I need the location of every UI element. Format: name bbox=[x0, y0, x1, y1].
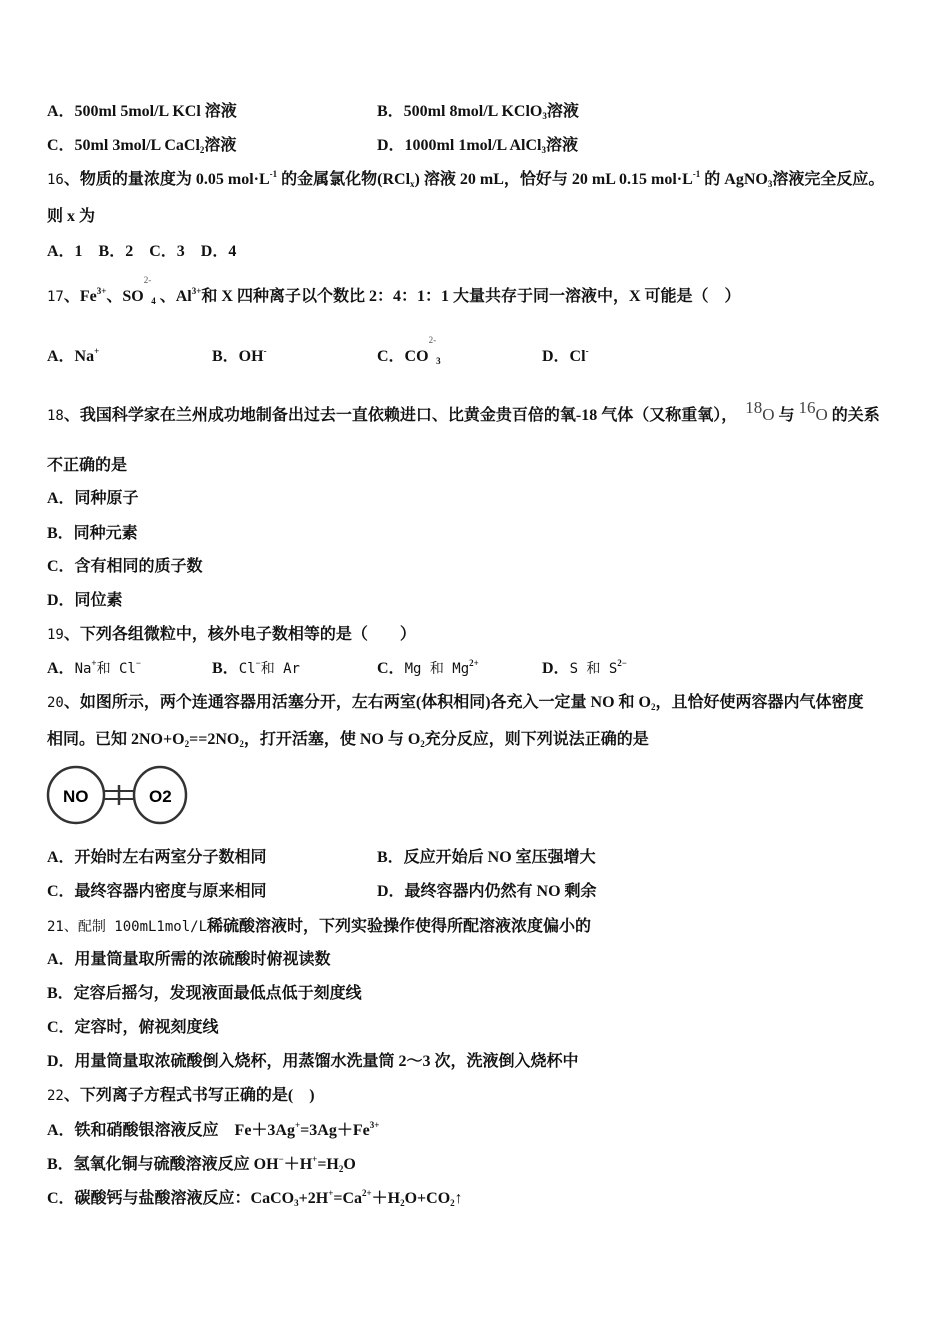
text-segment: A．用量筒量取所需的浓硫酸时俯视读数 bbox=[47, 951, 331, 968]
q20-option-c bbox=[47, 882, 267, 902]
q18-option-a bbox=[47, 489, 139, 509]
text-segment: D．用量筒量取浓硫酸倒入烧杯，用蒸馏水洗量筒 2～3 次，洗液倒入烧杯中 bbox=[47, 1053, 579, 1070]
q17-option-b bbox=[212, 347, 267, 367]
right-label: O2 bbox=[149, 787, 172, 806]
text-segment: ，且恰好使两容器内气体密度 bbox=[655, 694, 864, 711]
q20-option-a bbox=[47, 848, 267, 868]
q15-option-c bbox=[47, 136, 236, 156]
q16-stem bbox=[47, 170, 884, 190]
q20-stem bbox=[47, 693, 863, 713]
text-segment: 溶液完全反应。 bbox=[772, 171, 885, 188]
text-segment: + bbox=[312, 1154, 318, 1164]
q21-stem bbox=[47, 917, 591, 937]
q19-option-d bbox=[542, 659, 627, 679]
text-segment: 则 x 为 bbox=[47, 208, 96, 225]
text-segment: 3 bbox=[767, 179, 773, 189]
text-segment: 2 bbox=[199, 145, 205, 155]
text-segment: 4 bbox=[151, 296, 156, 306]
text-segment: A．1 B．2 C．3 D．4 bbox=[47, 243, 237, 260]
text-segment: O bbox=[815, 405, 828, 424]
text-segment: + bbox=[328, 1188, 334, 1198]
q15-option-d bbox=[377, 136, 578, 156]
q17-option-c bbox=[377, 335, 441, 368]
text-segment: − bbox=[255, 658, 261, 668]
text-segment: =Ca bbox=[333, 1190, 362, 1207]
q22-stem bbox=[47, 1086, 315, 1106]
text-segment: ) 溶液 20 mL，恰好与 20 mL 0.15 mol·L bbox=[414, 171, 693, 188]
text-segment: x bbox=[410, 179, 415, 189]
text-segment: 16 bbox=[798, 398, 816, 417]
q21-option-b bbox=[47, 984, 362, 1004]
text-segment: 3 bbox=[294, 1198, 299, 1208]
text-segment: A．开始时左右两室分子数相同 bbox=[47, 849, 267, 866]
text-segment: B．500ml 8mol/L KClO bbox=[377, 103, 543, 120]
text-segment: D． bbox=[542, 660, 570, 677]
text-segment: S 和 S bbox=[569, 661, 618, 677]
text-segment: 、下列各组微粒中，核外电子数相等的是（ ） bbox=[63, 626, 416, 643]
text-segment: − bbox=[135, 658, 141, 668]
text-segment: 19 bbox=[47, 627, 64, 643]
q15-option-a bbox=[47, 102, 237, 122]
q21-option-c bbox=[47, 1018, 219, 1038]
text-segment: =3Ag＋Fe bbox=[300, 1122, 370, 1139]
left-label: NO bbox=[63, 787, 89, 806]
text-segment: ==2NO bbox=[189, 731, 240, 748]
text-segment: 、Al bbox=[155, 288, 192, 305]
text-segment: 相同。已知 2NO+O bbox=[47, 731, 185, 748]
text-segment: Na bbox=[74, 661, 92, 677]
q21-option-d bbox=[47, 1052, 579, 1072]
text-segment: 溶液 bbox=[546, 103, 579, 120]
text-segment: 稀硫酸溶液时，下列实验操作使得所配溶液浓度偏小的 bbox=[207, 918, 592, 935]
q22-option-c bbox=[47, 1189, 463, 1209]
text-segment: 2+ bbox=[469, 658, 479, 668]
text-segment: 17 bbox=[47, 289, 64, 305]
q19-stem bbox=[47, 625, 416, 645]
text-segment: A．Na bbox=[47, 348, 95, 365]
text-segment: B．定容后摇匀，发现液面最低点低于刻度线 bbox=[47, 985, 362, 1002]
text-segment: 和 Ar bbox=[260, 661, 300, 677]
text-segment: B．反应开始后 NO 室压强增大 bbox=[377, 849, 596, 866]
q18-option-d bbox=[47, 591, 123, 611]
q18-stem-2 bbox=[47, 456, 127, 476]
text-segment: 3 bbox=[436, 356, 441, 366]
q16-options bbox=[47, 242, 236, 262]
q16-stem-2 bbox=[47, 207, 95, 227]
q20-option-d bbox=[377, 882, 597, 902]
text-segment: 、我国科学家在兰州成功地制备出过去一直依赖进口、比黄金贵百倍的氧-18 气体（又称重氧）， bbox=[63, 407, 746, 424]
text-segment: - bbox=[585, 346, 589, 356]
text-segment: D．1000ml 1mol/L AlCl bbox=[377, 137, 542, 154]
text-segment: 溶液 bbox=[545, 137, 578, 154]
text-segment: - bbox=[263, 346, 267, 356]
q19-option-b bbox=[212, 659, 300, 679]
text-segment: A．500ml 5mol/L KCl 溶液 bbox=[47, 103, 237, 120]
text-segment: ＋H bbox=[283, 1156, 313, 1173]
text-segment: A．铁和硝酸银溶液反应 Fe＋3Ag bbox=[47, 1122, 295, 1139]
text-segment: B． bbox=[212, 660, 239, 677]
text-segment: C． bbox=[377, 660, 405, 677]
text-segment: 16 bbox=[47, 172, 64, 188]
text-segment: 2- bbox=[428, 335, 437, 345]
text-segment: B．氢氧化铜与硫酸溶液反应 OH bbox=[47, 1156, 279, 1173]
text-segment: 2- bbox=[143, 275, 152, 285]
text-segment: 2 bbox=[420, 739, 425, 749]
text-segment: 20 bbox=[47, 695, 64, 711]
text-segment: 3+ bbox=[191, 286, 202, 296]
q18-option-b bbox=[47, 524, 138, 544]
text-segment: B．OH bbox=[212, 348, 264, 365]
text-segment: 与 bbox=[774, 407, 799, 424]
text-segment: 充分反应，则下列说法正确的是 bbox=[424, 731, 649, 748]
text-segment: ＋H bbox=[371, 1190, 401, 1207]
q22-option-b bbox=[47, 1155, 356, 1175]
text-segment: 、SO bbox=[106, 288, 144, 305]
text-segment: 和 X 四种离子以个数比 2：4：1：1 大量共存于同一溶液中，X 可能是（ ） bbox=[201, 288, 741, 305]
text-segment: 、物质的量浓度为 0.05 mol·L bbox=[63, 171, 270, 188]
text-segment: Mg 和 Mg bbox=[404, 661, 470, 677]
text-segment: A．同种原子 bbox=[47, 490, 139, 507]
text-segment: =H bbox=[317, 1156, 339, 1173]
text-segment: O+CO bbox=[404, 1190, 451, 1207]
text-segment: 18 bbox=[47, 408, 64, 424]
q20-stem-2 bbox=[47, 730, 649, 750]
q17-option-d bbox=[542, 347, 589, 367]
q21-option-a bbox=[47, 950, 331, 970]
q19-option-c bbox=[377, 659, 479, 679]
text-segment: D．Cl bbox=[542, 348, 586, 365]
text-segment: 、如图所示，两个连通容器用活塞分开，左右两室(体积相同)各充入一定量 NO 和 O bbox=[63, 694, 651, 711]
text-segment: 、下列离子方程式书写正确的是( ) bbox=[63, 1087, 315, 1104]
q19-option-a bbox=[47, 659, 141, 679]
q20-option-b bbox=[377, 848, 596, 868]
text-segment: + bbox=[94, 346, 100, 356]
text-segment: 的 AgNO bbox=[700, 171, 768, 188]
text-segment: C．CO bbox=[377, 348, 429, 365]
text-segment: 2 bbox=[338, 1164, 344, 1174]
q22-option-a bbox=[47, 1121, 379, 1141]
text-segment: 2− bbox=[617, 658, 627, 668]
text-segment: C．最终容器内密度与原来相同 bbox=[47, 883, 267, 900]
text-segment: 2+ bbox=[362, 1188, 372, 1198]
text-segment: -1 bbox=[692, 169, 701, 179]
text-segment: 18 bbox=[745, 398, 763, 417]
q17-option-a bbox=[47, 347, 99, 367]
text-segment: D．最终容器内仍然有 NO 剩余 bbox=[377, 883, 597, 900]
text-segment: 3+ bbox=[96, 286, 107, 296]
text-segment: -1 bbox=[269, 169, 278, 179]
text-segment: O bbox=[343, 1156, 356, 1173]
text-segment: 22 bbox=[47, 1088, 64, 1104]
text-segment: +2H bbox=[298, 1190, 329, 1207]
text-segment: D．同位素 bbox=[47, 592, 123, 609]
text-segment: 3 bbox=[541, 145, 546, 155]
text-segment: 2 bbox=[239, 739, 244, 749]
text-segment: C．50ml 3mol/L CaCl bbox=[47, 137, 200, 154]
text-segment: 、Fe bbox=[63, 288, 97, 305]
text-segment: 2 bbox=[184, 739, 190, 749]
text-segment: O bbox=[762, 405, 775, 424]
text-segment: + bbox=[91, 658, 97, 668]
text-segment: 的金属氯化物(RCl bbox=[277, 171, 411, 188]
text-segment: 不正确的是 bbox=[47, 457, 128, 474]
text-segment: B．同种元素 bbox=[47, 525, 138, 542]
text-segment: 溶液 bbox=[204, 137, 237, 154]
text-segment: 和 Cl bbox=[96, 661, 136, 677]
text-segment: Cl bbox=[238, 661, 256, 677]
text-segment: 3+ bbox=[369, 1120, 380, 1130]
q17-stem bbox=[47, 275, 741, 308]
text-segment: ，打开活塞，使 NO 与 O bbox=[243, 731, 421, 748]
text-segment: 2 bbox=[450, 1198, 455, 1208]
q15-option-b bbox=[377, 102, 579, 122]
text-segment: A． bbox=[47, 660, 75, 677]
text-segment: 的关系 bbox=[827, 407, 880, 424]
text-segment: + bbox=[295, 1120, 301, 1130]
text-segment: C．碳酸钙与盐酸溶液反应：CaCO bbox=[47, 1190, 295, 1207]
text-segment: 2 bbox=[650, 702, 656, 712]
text-segment: 2 bbox=[400, 1198, 405, 1208]
text-segment: C．含有相同的质子数 bbox=[47, 558, 203, 575]
q18-stem bbox=[47, 398, 880, 426]
connected-containers-figure bbox=[45, 763, 188, 827]
text-segment: − bbox=[278, 1154, 284, 1164]
text-segment: ↑ bbox=[454, 1190, 463, 1207]
q18-option-c bbox=[47, 557, 203, 577]
text-segment: C．定容时，俯视刻度线 bbox=[47, 1019, 219, 1036]
text-segment: 3 bbox=[542, 111, 547, 121]
text-segment: 21、配制 100mL1mol/L bbox=[47, 919, 208, 935]
